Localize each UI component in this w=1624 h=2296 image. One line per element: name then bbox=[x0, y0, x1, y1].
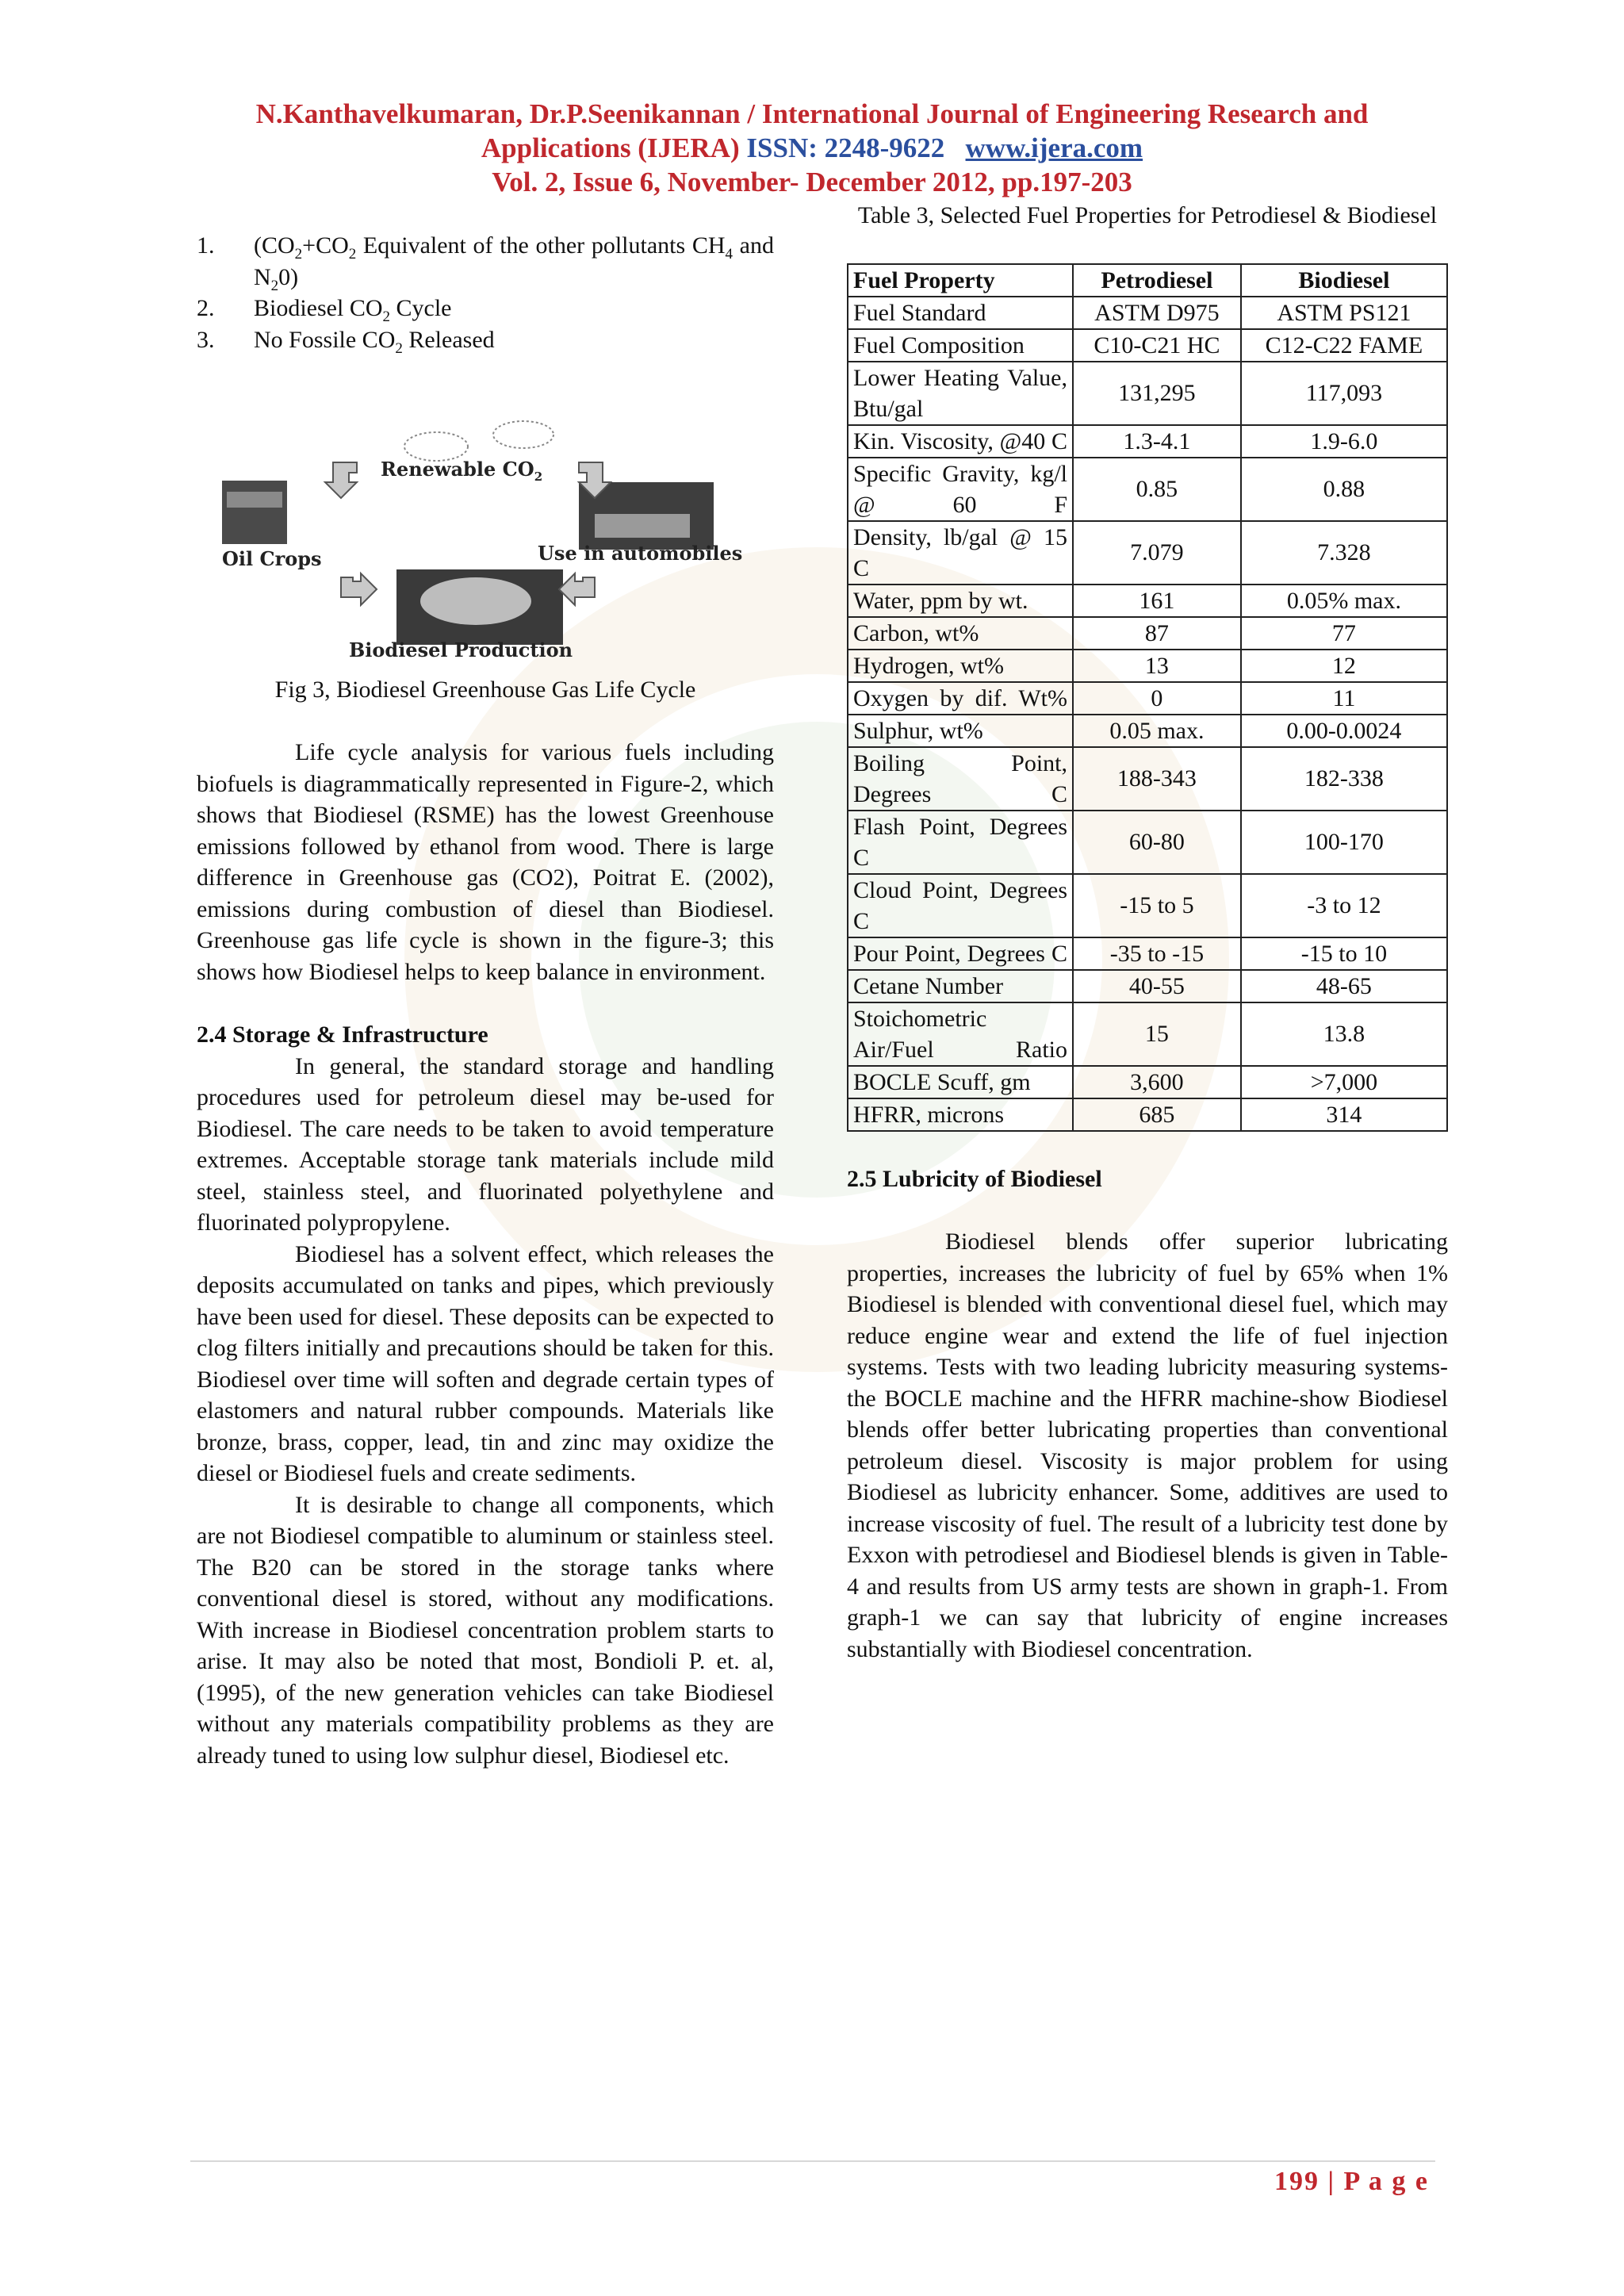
header-authors: N.Kanthavelkumaran, Dr.P.Seenikannan / International Journal of Engineering Research and bbox=[255, 98, 1369, 129]
table-caption: Table 3, Selected Fuel Properties for Petrodiesel & Biodiesel bbox=[857, 202, 1438, 228]
list-item: 1. ($CO_2+CO_2$ Equivalent of the other pollutants $CH_4$ and $N_20$) bbox=[197, 232, 774, 294]
property-cell: Water, ppm by wt. bbox=[848, 585, 1073, 617]
petrodiesel-cell: -35 to -15 bbox=[1073, 937, 1241, 970]
journal-website-link[interactable]: www.ijera.com bbox=[965, 132, 1143, 163]
property-cell: Lower Heating Value, Btu/gal bbox=[848, 362, 1073, 425]
table-row bbox=[848, 425, 1447, 458]
biodiesel-cell: ASTM PS121 bbox=[1241, 297, 1447, 329]
property-cell: Kin. Viscosity, @40 C bbox=[848, 425, 1073, 458]
oil-crops-image bbox=[222, 481, 287, 544]
biodiesel-cell: 77 bbox=[1241, 617, 1447, 650]
list-item: 3. No Fossile $CO_2$ Released bbox=[197, 326, 495, 357]
biodiesel-cell: 13.8 bbox=[1241, 1002, 1447, 1066]
property-cell: Fuel Standard bbox=[848, 297, 1073, 329]
property-cell: Oxygen by dif. Wt% bbox=[848, 682, 1073, 715]
petrodiesel-cell: 0 bbox=[1073, 682, 1241, 715]
property-cell: Specific Gravity, kg/l @ 60 F bbox=[848, 458, 1073, 521]
page-number: 199 | P a g e bbox=[1274, 2167, 1429, 2196]
biodiesel-cell: >7,000 bbox=[1241, 1066, 1447, 1098]
biodiesel-cell: -15 to 10 bbox=[1241, 937, 1447, 970]
table-row bbox=[848, 458, 1447, 521]
table-row bbox=[848, 1002, 1447, 1066]
property-cell: Boiling Point, Degrees C bbox=[848, 747, 1073, 811]
petrodiesel-cell: C10-C21 HC bbox=[1073, 329, 1241, 362]
column-header: Petrodiesel bbox=[1073, 264, 1241, 297]
table-row bbox=[848, 362, 1447, 425]
petrodiesel-cell: 60-80 bbox=[1073, 811, 1241, 874]
petrodiesel-cell: 3,600 bbox=[1073, 1066, 1241, 1098]
petrodiesel-cell: 15 bbox=[1073, 1002, 1241, 1066]
petrodiesel-cell: ASTM D975 bbox=[1073, 297, 1241, 329]
property-cell: Cloud Point, Degrees C bbox=[848, 874, 1073, 937]
co2-cloud-icon bbox=[404, 421, 553, 461]
footer-divider bbox=[190, 2160, 1435, 2162]
table-row bbox=[848, 682, 1447, 715]
paragraph-life-cycle: Life cycle analysis for various fuels including biofuels is diagrammatically represented in Figure-2, which shows that Biodiesel (RSME) has the lowest Greenhouse emissions followed by ethanol from wood. There is large difference in Greenhouse gas (CO2), Poitrat E. (2002), emissions during combustion of diesel than Biodiesel. Greenhouse gas life cycle is shown in the figure-3; this shows how Biodiesel helps to keep balance in environment. bbox=[197, 739, 774, 985]
table-row bbox=[848, 1098, 1447, 1131]
petrodiesel-cell: 7.079 bbox=[1073, 521, 1241, 585]
header-volume: Vol. 2, Issue 6, November- December 2012, pp.197-203 bbox=[492, 167, 1132, 197]
table-row bbox=[848, 650, 1447, 682]
section-heading-storage: 2.4 Storage & Infrastructure bbox=[197, 1022, 488, 1048]
property-cell: Stoichometric Air/Fuel Ratio bbox=[848, 1002, 1073, 1066]
table-row bbox=[848, 1066, 1447, 1098]
biodiesel-cell: 0.00-0.0024 bbox=[1241, 715, 1447, 747]
property-cell: BOCLE Scuff, gm bbox=[848, 1066, 1073, 1098]
petrodiesel-cell: 87 bbox=[1073, 617, 1241, 650]
property-cell: Cetane Number bbox=[848, 970, 1073, 1002]
biodiesel-cell: 11 bbox=[1241, 682, 1447, 715]
petrodiesel-cell: 40-55 bbox=[1073, 970, 1241, 1002]
figure-label-oil-crops: Oil Crops bbox=[222, 547, 322, 570]
petrodiesel-cell: 685 bbox=[1073, 1098, 1241, 1131]
petrodiesel-cell: -15 to 5 bbox=[1073, 874, 1241, 937]
paragraph-lubricity: Biodiesel blends offer superior lubricating properties, increases the lubricity of fuel by 65% when 1% Biodiesel is blended with conventional diesel fuel, which may reduce engine wear and extend the life of fuel injection systems. Tests with two leading lubricity measuring systems-the BOCLE machine and the HFRR machine-show Biodiesel blends offer better lubricating properties than conventional petroleum diesel. Viscosity is major problem for using Biodiesel as lubricity enhancer. Some, additives are used to increase viscosity of fuel. The result of a lubricity test done by Exxon with petrodiesel and Biodiesel blends is given in Table-4 and results from US army tests are shown in graph-1. From graph-1 we can say that lubricity of engine increases substantially with Biodiesel concentration. bbox=[847, 1228, 1448, 1662]
biodiesel-cell: 0.05% max. bbox=[1241, 585, 1447, 617]
petrodiesel-cell: 0.05 max. bbox=[1073, 715, 1241, 747]
table-row bbox=[848, 811, 1447, 874]
running-header bbox=[119, 97, 1505, 199]
petrodiesel-cell: 131,295 bbox=[1073, 362, 1241, 425]
figure-label-automobiles: Use in automobiles bbox=[538, 542, 743, 565]
biodiesel-cell: 100-170 bbox=[1241, 811, 1447, 874]
table-row bbox=[848, 585, 1447, 617]
property-cell: Density, lb/gal @ 15 C bbox=[848, 521, 1073, 585]
figure-label-biodiesel-production: Biodiesel Production bbox=[349, 638, 573, 661]
biodiesel-cell: 314 bbox=[1241, 1098, 1447, 1131]
biodiesel-cell: -3 to 12 bbox=[1241, 874, 1447, 937]
table-row bbox=[848, 874, 1447, 937]
right-column bbox=[847, 200, 1448, 1665]
figure-caption: Fig 3, Biodiesel Greenhouse Gas Life Cycle bbox=[274, 676, 696, 703]
column-header: Biodiesel bbox=[1241, 264, 1447, 297]
biodiesel-cell: 12 bbox=[1241, 650, 1447, 682]
petrodiesel-cell: 188-343 bbox=[1073, 747, 1241, 811]
biodiesel-cell: 117,093 bbox=[1241, 362, 1447, 425]
table-row bbox=[848, 937, 1447, 970]
biodiesel-cell: 7.328 bbox=[1241, 521, 1447, 585]
table-row bbox=[848, 970, 1447, 1002]
property-cell: Flash Point, Degrees C bbox=[848, 811, 1073, 874]
column-header: Fuel Property bbox=[848, 264, 1073, 297]
table-row bbox=[848, 521, 1447, 585]
property-cell: Sulphur, wt% bbox=[848, 715, 1073, 747]
table-header-row bbox=[848, 264, 1447, 297]
petrodiesel-cell: 1.3-4.1 bbox=[1073, 425, 1241, 458]
biodiesel-cell: 182-338 bbox=[1241, 747, 1447, 811]
paragraph-solvent-effect: Biodiesel has a solvent effect, which releases the deposits accumulated on tanks and pipes, which previously have been used for diesel. These deposits can be expected to clog filters initially and precautions should be taken for this. Biodiesel over time will soften and degrade certain types of elastomers and natural rubber compounds. Materials like bronze, brass, copper, lead, tin and zinc may oxidize the diesel or Biodiesel fuels and create sediments. bbox=[197, 1240, 774, 1486]
table-row bbox=[848, 747, 1447, 811]
fuel-properties-table bbox=[847, 263, 1448, 1132]
property-cell: Fuel Composition bbox=[848, 329, 1073, 362]
table-row bbox=[848, 617, 1447, 650]
petrodiesel-cell: 0.85 bbox=[1073, 458, 1241, 521]
property-cell: Pour Point, Degrees C bbox=[848, 937, 1073, 970]
co2-legend-list bbox=[197, 230, 774, 357]
petrodiesel-cell: 161 bbox=[1073, 585, 1241, 617]
table-row bbox=[848, 329, 1447, 362]
property-cell: Carbon, wt% bbox=[848, 617, 1073, 650]
table-row bbox=[848, 715, 1447, 747]
paragraph-storage: In general, the standard storage and handling procedures used for petroleum diesel may be-used for Biodiesel. The care needs to be taken to avoid temperature extremes. Acceptable storage tank materials include mild steel, stainless steel, and fluorinated polyethylene and fluorinated polypropylene. bbox=[197, 1052, 774, 1236]
biodiesel-cell: 48-65 bbox=[1241, 970, 1447, 1002]
greenhouse-cycle-figure bbox=[222, 419, 777, 661]
petrodiesel-cell: 13 bbox=[1073, 650, 1241, 682]
left-column bbox=[197, 230, 774, 1771]
header-issn: ISSN: 2248-9622 bbox=[746, 132, 945, 163]
biodiesel-cell: 0.88 bbox=[1241, 458, 1447, 521]
property-cell: HFRR, microns bbox=[848, 1098, 1073, 1131]
property-cell: Hydrogen, wt% bbox=[848, 650, 1073, 682]
figure-label-renewable: Renewable $CO_2$ bbox=[381, 458, 543, 484]
paragraph-components: It is desirable to change all components, which are not Biodiesel compatible to aluminum or stainless steel. The B20 can be stored in the storage tanks where conventional diesel is stored, without any modifications. With increase in Biodiesel concentration problem starts to arise. It may also be noted that most, Bondioli P. et. al, (1995), of the new generation vehicles can take Biodiesel without any materials compatibility problems as they are already tuned to using low sulphur diesel, Biodiesel etc. bbox=[197, 1491, 774, 1769]
header-journal: Applications (IJERA) ISSN: 2248-9622 www.ijera.com bbox=[481, 132, 1143, 163]
table-row bbox=[848, 297, 1447, 329]
biodiesel-cell: C12-C22 FAME bbox=[1241, 329, 1447, 362]
list-item: 2. Biodiesel $CO_2$ Cycle bbox=[197, 295, 452, 325]
biodiesel-cell: 1.9-6.0 bbox=[1241, 425, 1447, 458]
section-heading-lubricity: 2.5 Lubricity of Biodiesel bbox=[847, 1165, 1102, 1192]
